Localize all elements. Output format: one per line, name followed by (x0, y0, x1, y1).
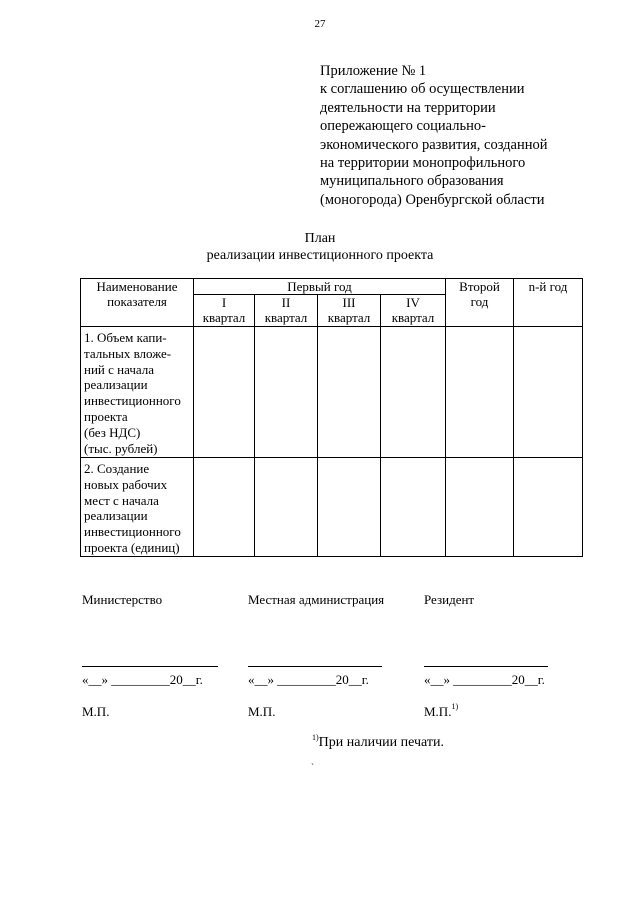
appendix-line: на территории монопрофильного (320, 155, 526, 172)
table-cell (194, 327, 255, 458)
header-indicator-line: показателя (107, 294, 167, 309)
row-label-line: реализации (84, 377, 148, 393)
row-label (81, 327, 194, 458)
table-cell (381, 458, 446, 557)
quarter-label: квартал (202, 310, 246, 325)
row-label-line: проекта (единиц) (84, 539, 180, 555)
header-indicator (81, 279, 194, 327)
signature-org: Резидент (424, 592, 475, 607)
signature-date: «__» _________20__г. (82, 672, 203, 687)
footnote-reference: 1) (451, 702, 459, 711)
row-label-line: (тыс. рублей) (84, 440, 158, 456)
signature-stamp (248, 704, 275, 720)
table-cell (194, 458, 255, 557)
row-label-line: (без НДС) (84, 424, 141, 440)
quarter-number: III (342, 295, 356, 310)
table-cell (255, 327, 318, 458)
row-label-line: мест с начала (84, 492, 159, 508)
header-quarter-3 (318, 295, 381, 327)
row-label-line: реализации (84, 508, 148, 524)
table-row (81, 458, 583, 557)
footnote-mark: 1) (312, 733, 319, 742)
table-cell (514, 327, 583, 458)
table-cell (255, 458, 318, 557)
appendix-line: (моногорода) Оренбургской области (320, 191, 545, 208)
quarter-number: IV (406, 295, 420, 310)
appendix-line: опережающего социально- (320, 118, 486, 135)
table-cell (514, 458, 583, 557)
stamp-label: М.П. (82, 704, 110, 719)
quarter-number: II (281, 295, 291, 310)
stamp-label: М.П. (424, 704, 452, 719)
signature-line (82, 666, 218, 667)
quarter-label: квартал (327, 310, 371, 325)
row-label-line: инвестиционного (84, 524, 181, 540)
header-quarter-2 (255, 295, 318, 327)
signature-stamp (82, 704, 109, 720)
row-label-line: ний с начала (84, 361, 155, 377)
signature-date: «__» _________20__г. (424, 672, 545, 687)
header-second-year-line: год (470, 294, 489, 309)
header-nth-year: n-й год (514, 279, 583, 327)
appendix-header (320, 62, 620, 209)
plan-heading (0, 230, 640, 264)
header-quarter-1 (194, 295, 255, 327)
appendix-line: Приложение № 1 (320, 63, 427, 79)
plan-table (80, 278, 583, 557)
appendix-line: экономического развития, созданной (320, 136, 548, 153)
stamp-label: М.П. (248, 704, 276, 719)
row-label-line: инвестиционного (84, 393, 181, 409)
quarter-label: квартал (391, 310, 435, 325)
table-cell (446, 327, 514, 458)
header-quarter-4 (381, 295, 446, 327)
signature-date: «__» _________20__г. (248, 672, 369, 687)
header-second-year-line: Второй (459, 279, 500, 294)
stray-mark: ˋ (311, 762, 314, 772)
footnote-text: При наличии печати. (318, 735, 444, 750)
table-row (81, 327, 583, 458)
signature-org: Местная администрация (248, 592, 385, 607)
row-label-line: тальных вложе- (84, 345, 172, 361)
signature-line (248, 666, 382, 667)
row-label-line: проекта (84, 408, 128, 424)
signature-org: Министерство (82, 592, 163, 607)
table-cell (318, 458, 381, 557)
table-cell (381, 327, 446, 458)
appendix-line: муниципального образования (320, 173, 504, 190)
row-label-line: 1. Объем капи- (84, 330, 167, 345)
plan-subtitle: реализации инвестиционного проекта (206, 248, 434, 263)
signature-stamp (424, 704, 458, 720)
plan-title: План (304, 231, 336, 246)
footnote (312, 735, 444, 751)
appendix-line: к соглашению об осуществлении (320, 81, 525, 98)
table-cell (446, 458, 514, 557)
row-label-line: 2. Создание (84, 461, 150, 476)
page-number: 27 (314, 18, 326, 30)
header-indicator-line: Наименование (96, 279, 178, 294)
header-first-year: Первый год (194, 279, 446, 295)
table-cell (318, 327, 381, 458)
appendix-line: деятельности на территории (320, 99, 496, 116)
quarter-number: I (221, 295, 227, 310)
quarter-label: квартал (264, 310, 308, 325)
row-label-line: новых рабочих (84, 476, 168, 492)
header-second-year (446, 279, 514, 327)
signature-line (424, 666, 548, 667)
row-label (81, 458, 194, 557)
